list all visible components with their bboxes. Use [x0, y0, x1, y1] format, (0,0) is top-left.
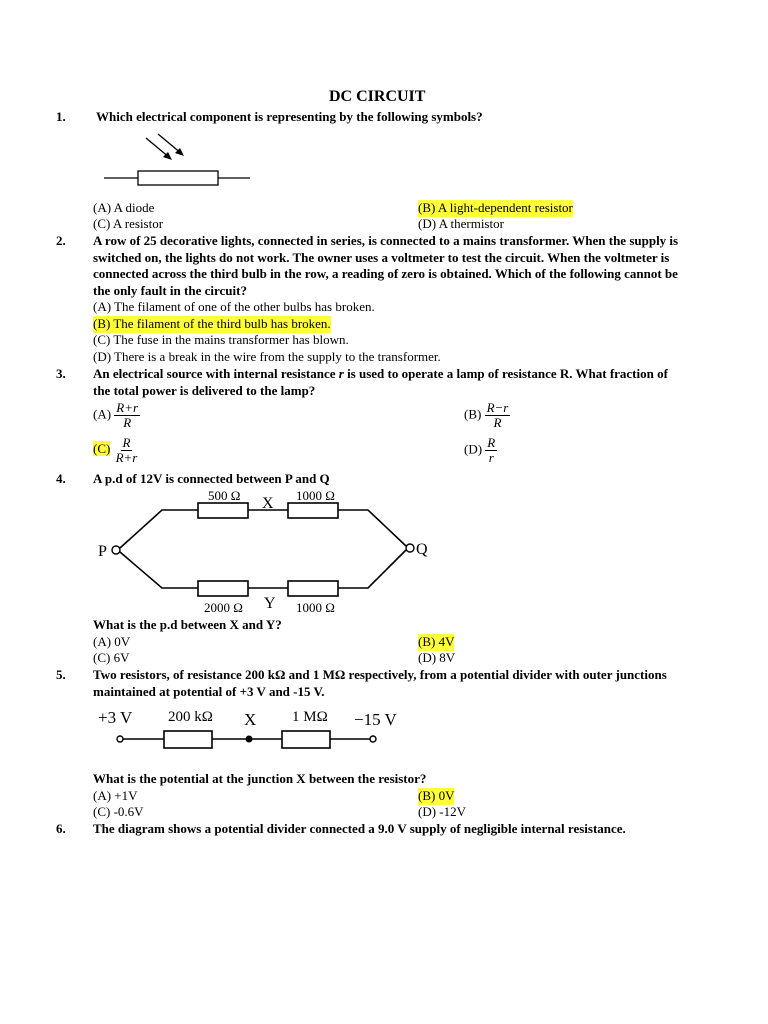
terminal-q [406, 544, 414, 552]
question-number-1: 1. [56, 109, 66, 124]
q4-option-a: (A) 0V [93, 634, 131, 649]
terminal-plus3 [117, 736, 123, 742]
resistor-200k [164, 731, 212, 748]
question-number-4: 4. [56, 471, 66, 486]
q1-option-a: (A) A diode [93, 200, 155, 215]
q3-option-a-fraction: $\frac{R+r}{R}$ [116, 400, 139, 430]
question-6-text: The diagram shows a potential divider connected a 9.0 V supply of negligible internal resistance. [93, 821, 626, 836]
page-title: DC CIRCUIT [329, 88, 426, 105]
resistor-1m [282, 731, 330, 748]
light-arrow-icon [146, 138, 172, 160]
potential-divider-diagram [92, 703, 412, 755]
resistor-2000-label: 2000 Ω [204, 600, 243, 615]
q3-option-b-fraction: $\frac{R-r}{R}$ [486, 400, 509, 430]
q4-option-c: (C) 6V [93, 650, 130, 665]
q3-option-c-label-highlighted: (C) [93, 441, 111, 457]
question-number-3: 3. [56, 366, 66, 381]
question-number-2: 2. [56, 233, 66, 248]
q1-option-c: (C) A resistor [93, 216, 164, 231]
q3-option-c-fraction: $\frac{R}{R+r}$ [115, 435, 138, 465]
question-5-text: Two resistors, of resistance 200 kΩ and 1 MΩ respectively, from a potential divider with outer junctions maintained at potential of +3 V and -15 V. [93, 667, 667, 699]
resistor-1000-lower [288, 581, 338, 596]
potential-plus3-label: +3 V [98, 708, 133, 727]
resistor-1000-upper-label: 1000 Ω [296, 488, 335, 503]
resistor-1m-label: 1 MΩ [292, 709, 328, 725]
q3-option-d-fraction: $\frac{R}{r}$ [487, 435, 496, 465]
question-4-subquestion: What is the p.d between X and Y? [93, 617, 282, 632]
resistor-1000-upper [288, 503, 338, 518]
question-number-5: 5. [56, 667, 66, 682]
resistor-500-label: 500 Ω [208, 488, 241, 503]
q5-option-a: (A) +1V [93, 788, 138, 803]
resistor-500 [198, 503, 248, 518]
terminal-p [112, 546, 120, 554]
terminal-p-label: P [98, 543, 107, 560]
q5-option-b-highlighted: (B) 0V [418, 788, 455, 803]
q3-option-b-label: (B) [464, 406, 482, 422]
resistor-2000 [198, 581, 248, 596]
junction-x-label: X [262, 495, 274, 512]
q2-option-d: (D) There is a break in the wire from the supply to the transformer. [93, 349, 441, 364]
question-number-6: 6. [56, 821, 66, 836]
q3-option-a [93, 401, 140, 430]
ldr-symbol-diagram [100, 132, 260, 192]
resistor-1000-lower-label: 1000 Ω [296, 600, 335, 615]
junction-y-label: Y [264, 595, 276, 612]
junction-x-label-q5: X [244, 710, 257, 729]
q1-option-d: (D) A thermistor [418, 216, 504, 231]
q3-option-b [464, 401, 510, 430]
question-2-text: A row of 25 decorative lights, connected in series, is connected to a mains transformer. When the supply is switched on, the lights do not work. The owner uses a voltmeter to test the circuit. When the voltmeter is connected across the third bulb in the row, a reading of zero is obtained. Which of the following cannot be the only fault in the circuit? [93, 233, 679, 298]
light-arrow-icon [158, 134, 184, 156]
question-5-subquestion: What is the potential at the junction X between the resistor? [93, 771, 427, 786]
resistor-200k-label: 200 kΩ [168, 709, 213, 725]
question-1-text: Which electrical component is representing by the following symbols? [96, 109, 483, 124]
q2-option-a: (A) The filament of one of the other bulbs has broken. [93, 299, 375, 314]
potential-minus15-label: −15 V [354, 710, 397, 729]
bridge-circuit-diagram [92, 486, 432, 618]
terminal-minus15 [370, 736, 376, 742]
q2-option-b-highlighted: (B) The filament of the third bulb has broken. [93, 316, 331, 331]
q3-option-c [93, 436, 139, 465]
q3-option-d-label: (D) [464, 441, 483, 457]
q3-option-d [464, 436, 497, 465]
q4-option-d: (D) 8V [418, 650, 456, 665]
terminal-q-label: Q [416, 541, 428, 558]
question-4-text: A p.d of 12V is connected between P and Q [93, 471, 330, 486]
q4-option-b-highlighted: (B) 4V [418, 634, 455, 649]
question-3-text: An electrical source with internal resistance r is used to operate a lamp of resistance R. What fraction of the total power is delivered to the lamp? [93, 366, 668, 398]
q1-option-b-highlighted: (B) A light-dependent resistor [418, 200, 573, 215]
q3-option-a-label: (A) [93, 406, 112, 422]
q2-option-c: (C) The fuse in the mains transformer has blown. [93, 332, 349, 347]
q5-option-d: (D) -12V [418, 804, 467, 819]
q5-option-c: (C) -0.6V [93, 804, 144, 819]
junction-x-dot [246, 736, 253, 743]
